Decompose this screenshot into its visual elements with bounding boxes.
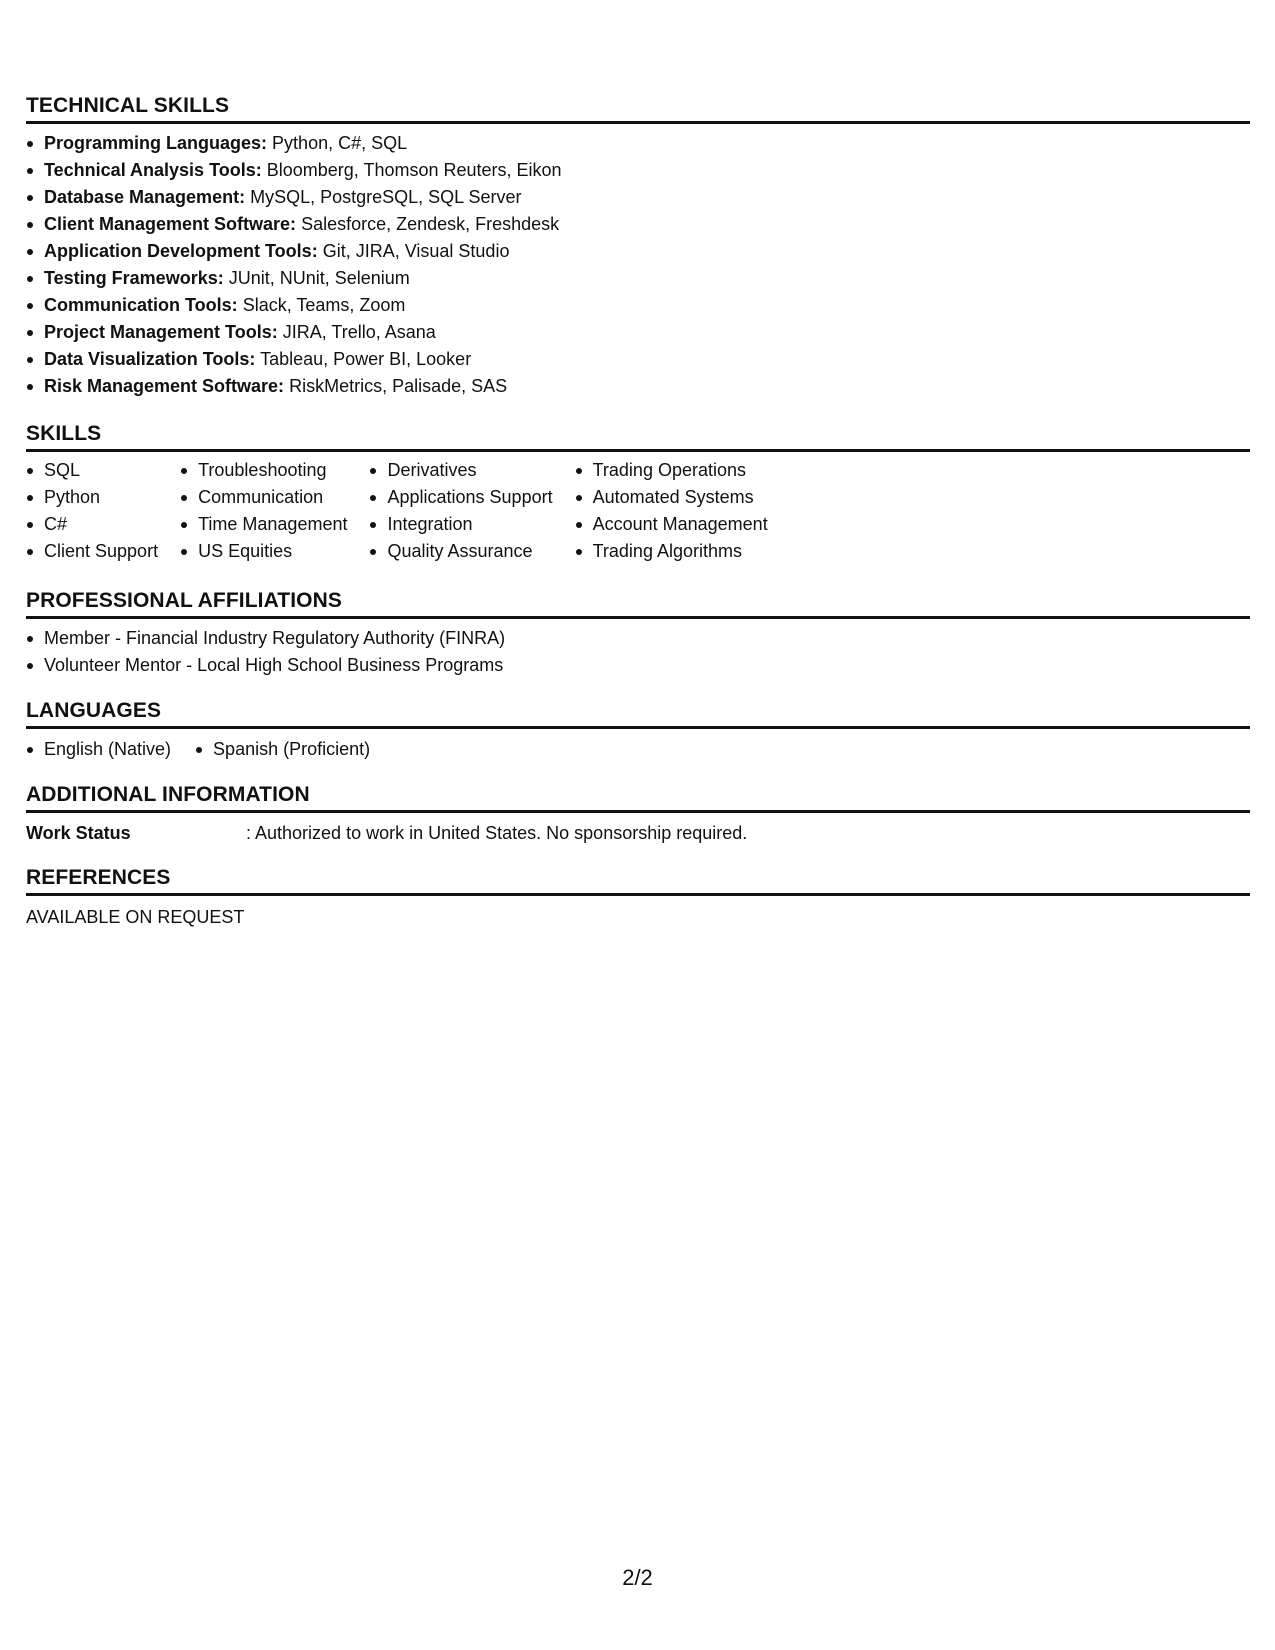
skill-values: Slack, Teams, Zoom (242, 295, 406, 315)
skills-column (180, 457, 369, 565)
skill-category: Communication Tools: (44, 295, 238, 315)
skills-section (26, 422, 1250, 565)
skill-item: SQL (26, 457, 158, 484)
skill-values: Git, JIRA, Visual Studio (322, 241, 510, 261)
technical-skill-item (26, 373, 1250, 400)
skills-column (575, 457, 790, 565)
skills-column (369, 457, 574, 565)
references-section (26, 866, 1250, 929)
references-text: AVAILABLE ON REQUEST (26, 907, 245, 927)
skill-values: JUnit, NUnit, Selenium (228, 268, 410, 288)
skill-values: JIRA, Trello, Asana (282, 322, 436, 342)
skill-values: RiskMetrics, Palisade, SAS (289, 376, 508, 396)
skill-item: Time Management (180, 511, 347, 538)
language-item: Spanish (Proficient) (195, 736, 370, 763)
section-title-skills: SKILLS (26, 422, 1250, 452)
work-status-row (26, 821, 1250, 845)
skill-item: US Equities (180, 538, 347, 565)
work-status-label: Work Status (26, 823, 131, 843)
skill-item: C# (26, 511, 158, 538)
skill-values: Python, C#, SQL (272, 133, 408, 153)
technical-skill-item (26, 130, 1250, 157)
section-title-references: REFERENCES (26, 866, 1250, 896)
affiliation-item: Volunteer Mentor - Local High School Business Programs (26, 652, 1250, 679)
work-status-value: : Authorized to work in United States. No sponsorship required. (246, 823, 748, 843)
technical-skill-item (26, 319, 1250, 346)
skill-category: Data Visualization Tools: (44, 349, 256, 369)
technical-skill-item (26, 211, 1250, 238)
skill-values: Bloomberg, Thomson Reuters, Eikon (266, 160, 562, 180)
skill-item: Quality Assurance (369, 538, 552, 565)
skill-item: Python (26, 484, 158, 511)
technical-skill-item (26, 265, 1250, 292)
skill-item: Troubleshooting (180, 457, 347, 484)
language-item: English (Native) (26, 736, 171, 763)
skills-column (26, 457, 180, 565)
skill-item: Trading Algorithms (575, 538, 768, 565)
skill-category: Testing Frameworks: (44, 268, 224, 288)
skill-values: Tableau, Power BI, Looker (260, 349, 472, 369)
skill-item: Communication (180, 484, 347, 511)
languages-section (26, 699, 1250, 763)
affiliations-list (26, 625, 1250, 679)
technical-skills-list (26, 130, 1250, 400)
section-title-affiliations: PROFESSIONAL AFFILIATIONS (26, 589, 1250, 619)
skill-item: Trading Operations (575, 457, 768, 484)
languages-list (26, 736, 1250, 763)
skill-category: Risk Management Software: (44, 376, 285, 396)
section-title-technical-skills: TECHNICAL SKILLS (26, 94, 1250, 124)
skill-item: Integration (369, 511, 552, 538)
skill-category: Client Management Software: (44, 214, 297, 234)
technical-skills-section (26, 94, 1250, 400)
affiliation-item: Member - Financial Industry Regulatory Authority (FINRA) (26, 625, 1250, 652)
skill-category: Application Development Tools: (44, 241, 318, 261)
skill-category: Database Management: (44, 187, 246, 207)
affiliations-section (26, 589, 1250, 679)
technical-skill-item (26, 346, 1250, 373)
additional-information-section (26, 783, 1250, 845)
skill-values: MySQL, PostgreSQL, SQL Server (250, 187, 522, 207)
skill-category: Programming Languages: (44, 133, 268, 153)
technical-skill-item (26, 157, 1250, 184)
skill-item: Account Management (575, 511, 768, 538)
skill-item: Automated Systems (575, 484, 768, 511)
technical-skill-item (26, 238, 1250, 265)
skill-values: Salesforce, Zendesk, Freshdesk (301, 214, 560, 234)
skills-grid (26, 457, 1250, 565)
technical-skill-item (26, 184, 1250, 211)
skill-item: Applications Support (369, 484, 552, 511)
section-title-languages: LANGUAGES (26, 699, 1250, 729)
section-title-additional-information: ADDITIONAL INFORMATION (26, 783, 1250, 813)
page-number: 2/2 (622, 1565, 653, 1590)
skill-item: Client Support (26, 538, 158, 565)
technical-skill-item (26, 292, 1250, 319)
skill-item: Derivatives (369, 457, 552, 484)
skill-category: Technical Analysis Tools: (44, 160, 262, 180)
skill-category: Project Management Tools: (44, 322, 278, 342)
